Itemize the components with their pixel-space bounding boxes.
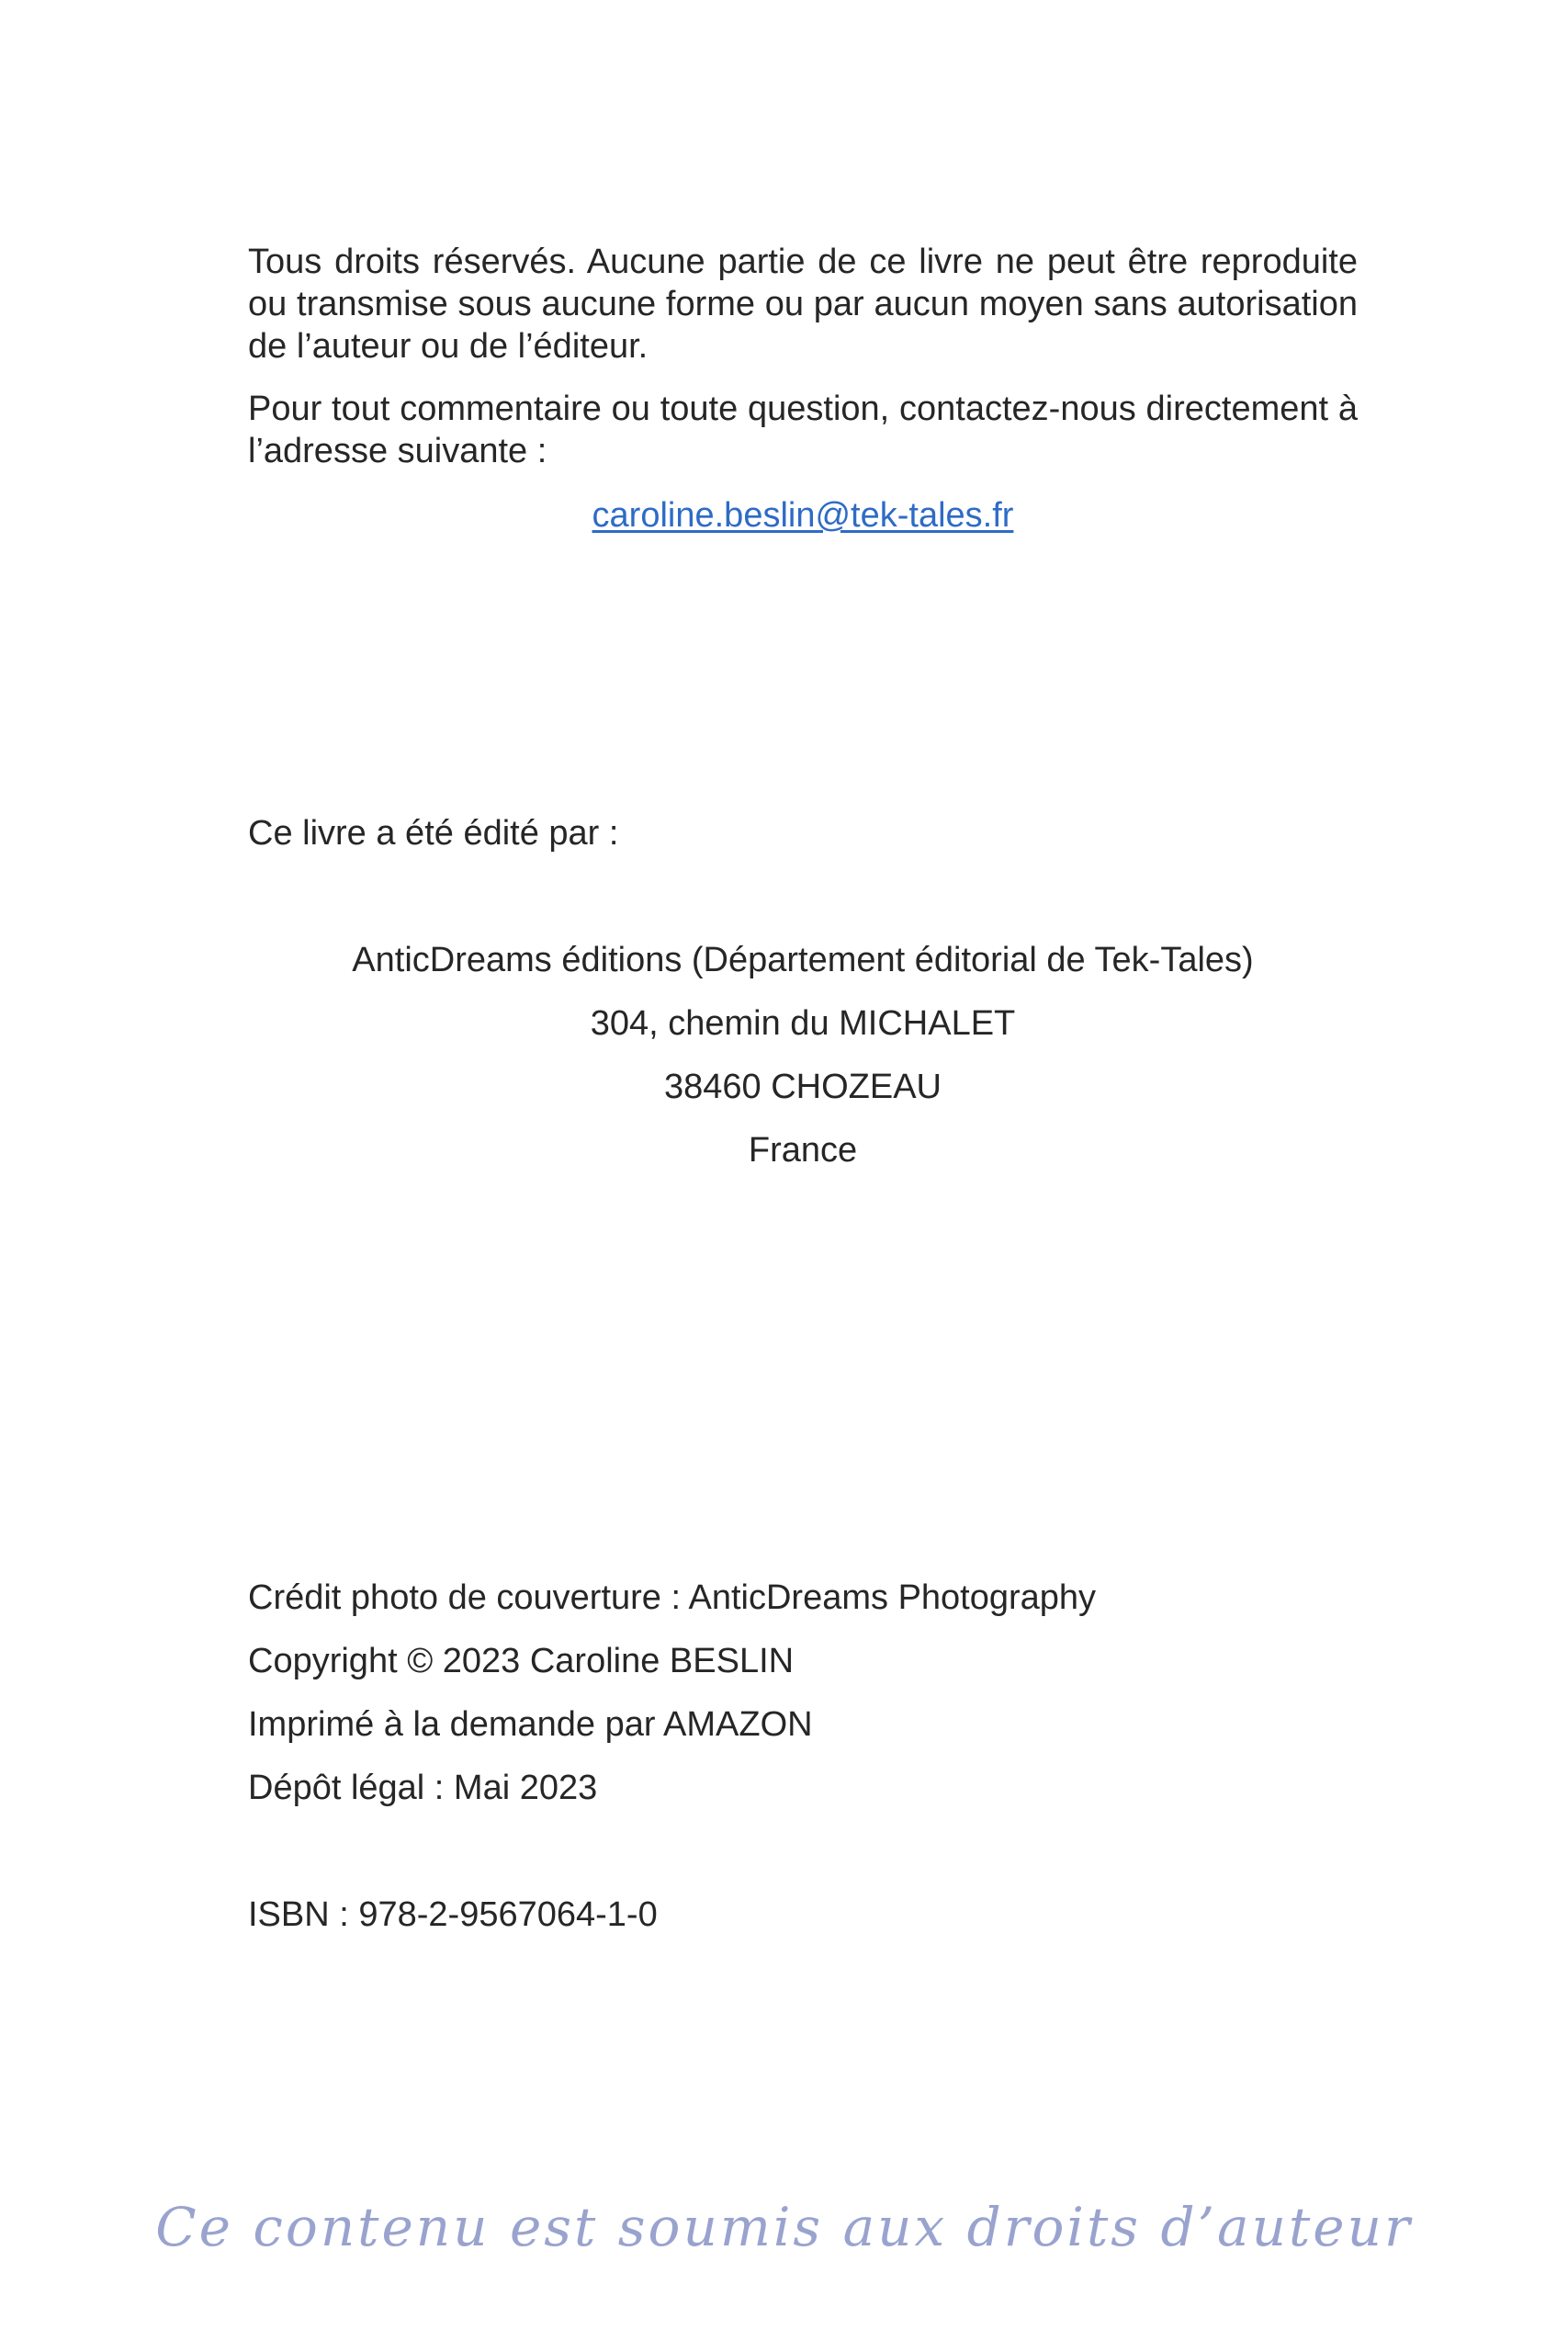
printing-notice: Imprimé à la demande par AMAZON (248, 1705, 813, 1744)
publisher-city: 38460 CHOZEAU (663, 1068, 942, 1106)
isbn-number: ISBN : 978-2-9567064-1-0 (248, 1895, 658, 1934)
rights-paragraph: Tous droits réservés. Aucune partie de ce livre ne peut être reproduite ou transmise sous aucune forme ou par aucun moyen sans autorisation de l’auteur ou de l’éditeur. (248, 243, 1358, 366)
publisher-intro: Ce livre a été édité par : (248, 814, 619, 853)
copyright-watermark: Ce contenu est soumis aux droits d’auteur (155, 2196, 1413, 2258)
legal-deposit: Dépôt légal : Mai 2023 (248, 1769, 598, 1807)
publisher-country: France (748, 1131, 858, 1170)
contact-section (248, 388, 1358, 472)
contact-email-line (248, 494, 1358, 537)
copyright-notice: Copyright © 2023 Caroline BESLIN (248, 1642, 795, 1680)
contact-paragraph: Pour tout commentaire ou toute question, contactez-nous directement à l’adresse suivante : (248, 390, 1358, 470)
rights-section (248, 241, 1358, 368)
cover-photo-credit: Crédit photo de couverture : AnticDreams Photography (248, 1578, 1097, 1617)
contact-email-link[interactable]: caroline.beslin@tek-tales.fr (592, 496, 1014, 535)
publisher-street: 304, chemin du MICHALET (590, 1004, 1016, 1043)
publisher-name: AnticDreams éditions (Département éditorial de Tek-Tales) (352, 941, 1254, 979)
